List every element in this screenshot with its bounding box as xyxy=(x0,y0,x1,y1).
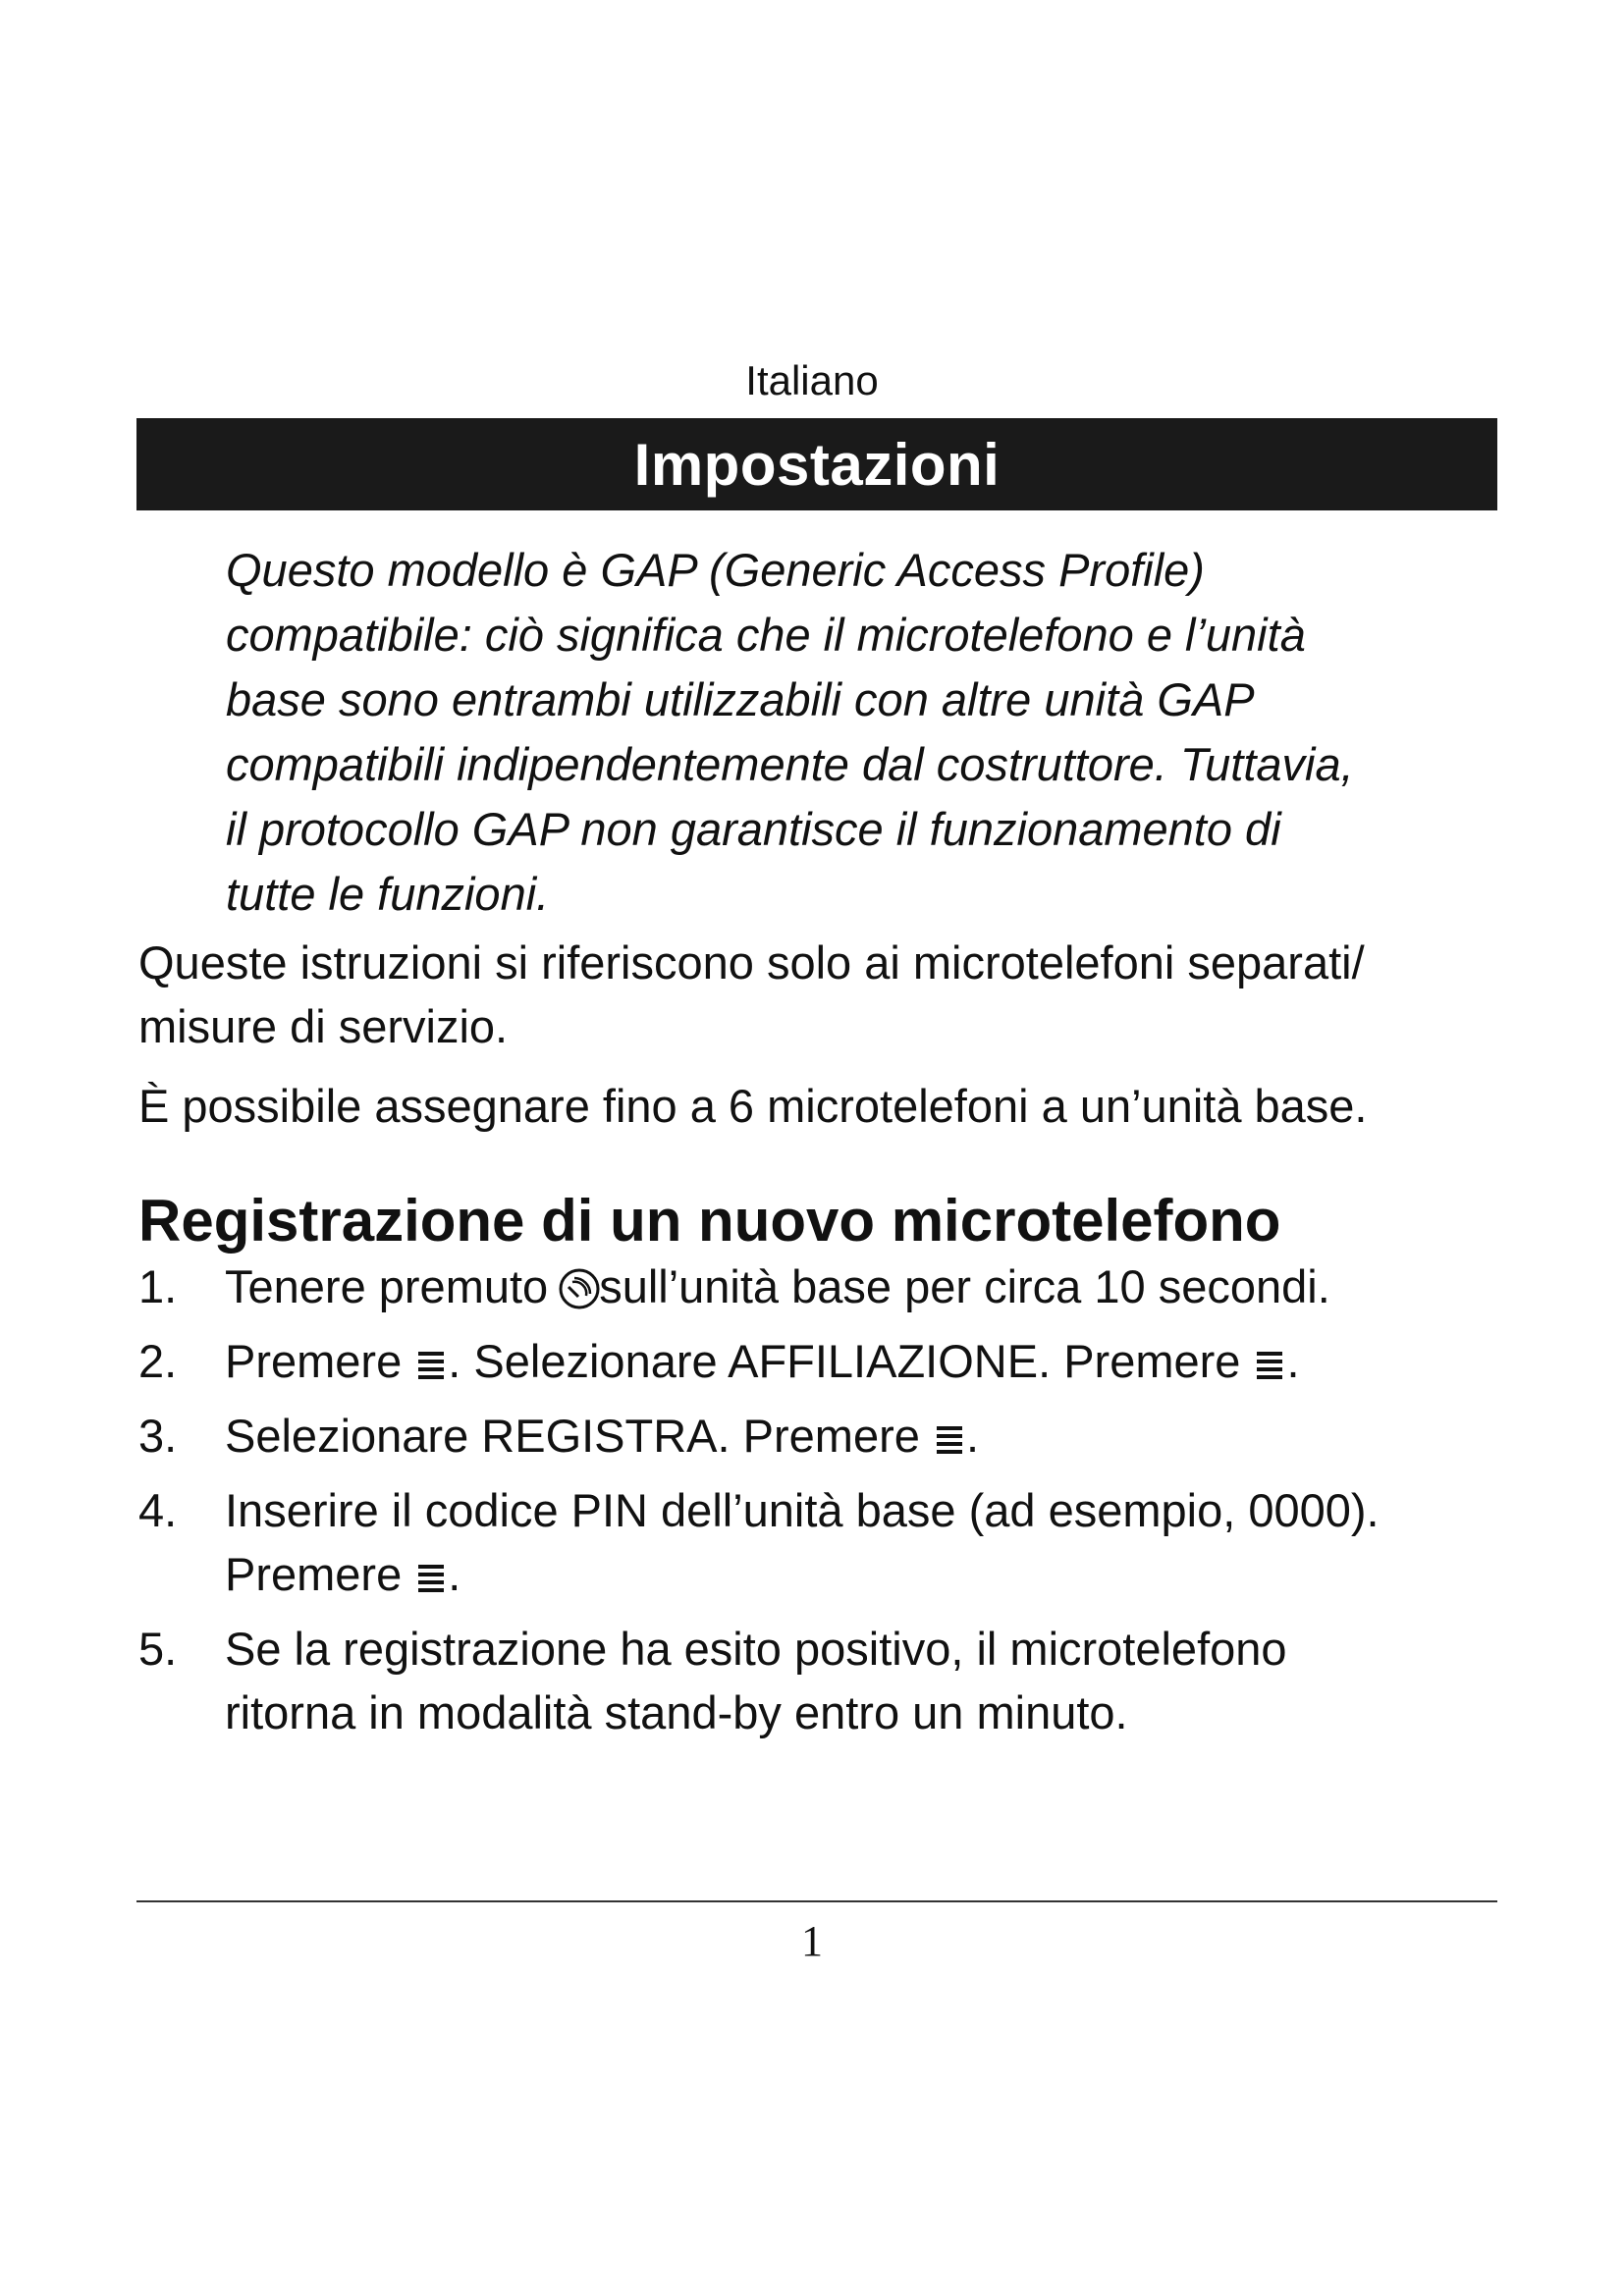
step-number: 2. xyxy=(138,1335,178,1387)
step-text: Se la registrazione ha esito positivo, il microtelefono xyxy=(225,1623,1287,1675)
paragraph-line: misure di servizio. xyxy=(138,1000,509,1052)
title-bar xyxy=(136,418,1497,510)
step-text: ritorna in modalità stand-by entro un minuto. xyxy=(225,1686,1128,1738)
step-item xyxy=(138,1329,1513,1393)
footer-divider xyxy=(136,1900,1497,1902)
note-line: tutte le funzioni. xyxy=(226,868,550,920)
step-text: . xyxy=(1286,1335,1300,1387)
step-text: . xyxy=(965,1410,979,1462)
note-line: compatibile: ciò significa che il microtelefono e l’unità xyxy=(226,609,1306,661)
menu-icon xyxy=(416,1546,446,1579)
step-number: 3. xyxy=(138,1410,178,1462)
note-line: base sono entrambi utilizzabili con altre unità GAP xyxy=(226,673,1255,725)
page-title: Impostazioni xyxy=(633,431,1001,498)
step-item xyxy=(138,1617,1513,1744)
step-text: . xyxy=(448,1548,461,1600)
step-text: Premere xyxy=(225,1548,403,1600)
step-item xyxy=(138,1404,1513,1468)
step-text: Inserire il codice PIN dell’unità base (ad esempio, 0000). xyxy=(225,1484,1380,1536)
gap-compatibility-note xyxy=(226,538,1502,927)
menu-icon xyxy=(935,1408,964,1441)
step-text: Premere xyxy=(225,1335,403,1387)
language-label: Italiano xyxy=(745,357,879,403)
step-item xyxy=(138,1478,1513,1606)
step-item xyxy=(138,1255,1513,1318)
handset-limit-paragraph xyxy=(138,1074,1513,1138)
note-line: Questo modello è GAP (Generic Access Profile) xyxy=(226,544,1205,596)
paragraph-line: Queste istruzioni si riferiscono solo ai microtelefoni separati/ xyxy=(138,936,1365,988)
step-number: 5. xyxy=(138,1623,178,1675)
section-heading: Registrazione di un nuovo microtelefono xyxy=(138,1188,1281,1254)
page-icon xyxy=(558,1262,601,1306)
step-text: . Selezionare AFFILIAZIONE. Premere xyxy=(448,1335,1241,1387)
step-text: Tenere premuto xyxy=(225,1260,549,1312)
step-text: Selezionare REGISTRA. Premere xyxy=(225,1410,920,1462)
menu-icon xyxy=(1255,1333,1284,1366)
instructions-scope-paragraph xyxy=(138,931,1513,1058)
step-number: 4. xyxy=(138,1484,178,1536)
paragraph-line: È possibile assegnare fino a 6 microtelefoni a un’unità base. xyxy=(138,1080,1368,1132)
page-number: 1 xyxy=(801,1917,823,1965)
menu-icon xyxy=(416,1333,446,1366)
note-line: compatibili indipendentemente dal costruttore. Tuttavia, xyxy=(226,738,1354,790)
note-line: il protocollo GAP non garantisce il funzionamento di xyxy=(226,803,1281,855)
step-text: sull’unità base per circa 10 secondi. xyxy=(599,1260,1330,1312)
step-number: 1. xyxy=(138,1260,178,1312)
registration-steps xyxy=(138,1255,1513,1755)
